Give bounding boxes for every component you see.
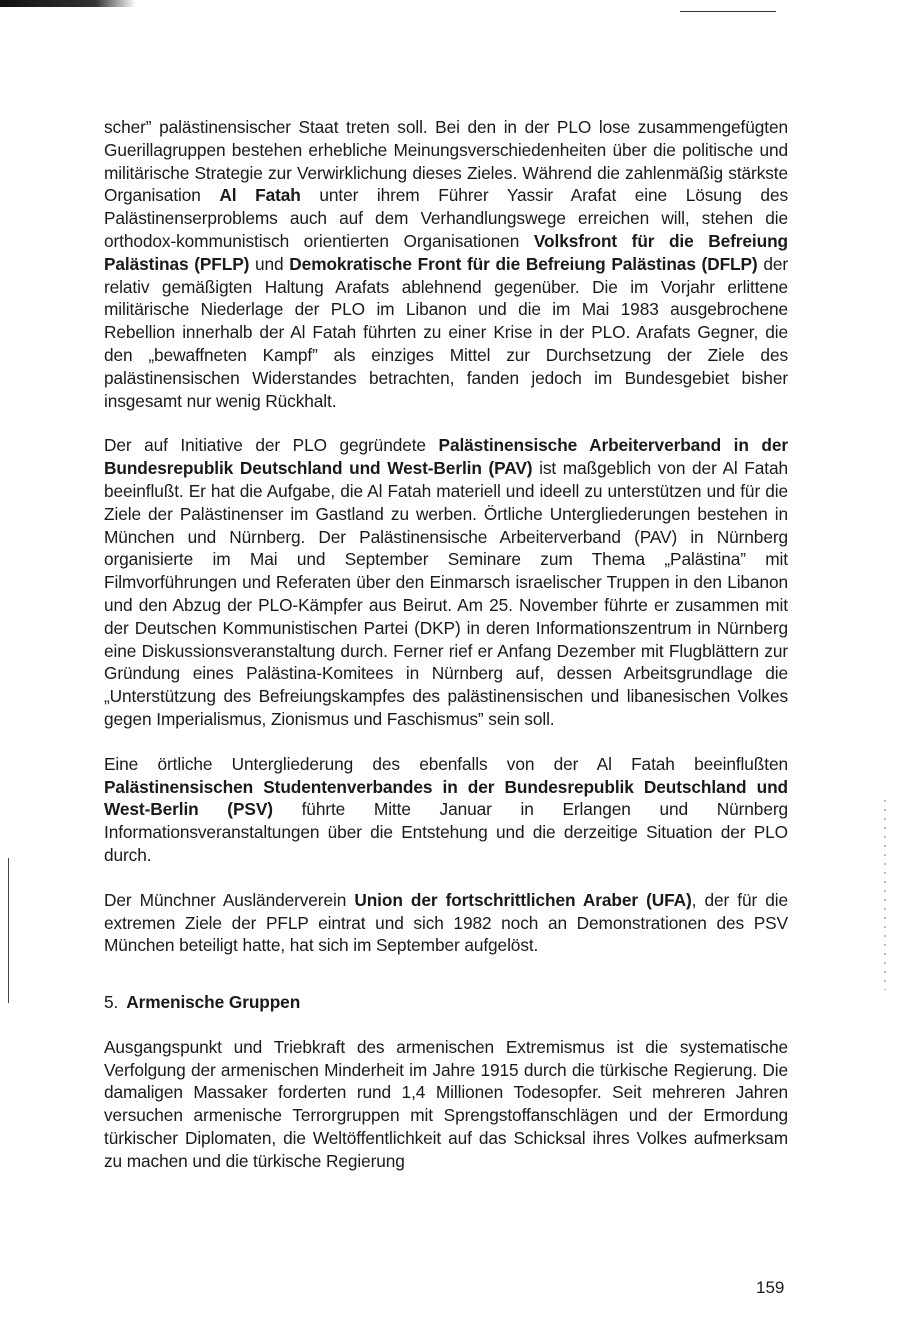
paragraph-4: Der Münchner Ausländerverein Union der fortschrittlichen Araber (UFA), der für die extremen Ziele der PFLP eintrat und sich 1982 noch an Demonstrationen des PSV München beteiligt hatte, hat sich im September aufgelöst. (104, 889, 788, 956)
section-heading (104, 991, 788, 1014)
paragraph-5: Ausgangspunkt und Triebkraft des armenischen Extremismus ist die systematische Verfolgung der armenischen Minderheit im Jahre 1915 durch die türkische Regierung. Die damaligen Massaker forderten rund 1,4 Millionen Todesopfer. Seit mehreren Jahren versuchen armenische Terrorgruppen mit Sprengstoffanschlägen und der Ermordung türkischer Diplomaten, die Weltöffentlichkeit auf das Schicksal ihres Volkes aufmerksam zu machen und die türkische Regierung (104, 1036, 788, 1171)
paragraph-1: scher” palästinensischer Staat treten soll. Bei den in der PLO lose zusammengefügten Guerillagruppen bestehen erhebliche Meinungsverschiedenheiten über die politische und militärische Strategie zur Verwirklichung dieses Zieles. Während die zahlenmäßig stärkste Organisation Al Fatah unter ihrem Führer Yassir Arafat eine Lösung des Palästinenserproblems auch auf dem Verhandlungswege erreichen will, stehen die orthodox-kommunistisch orientierten Organisationen Volksfront für die Befreiung Palästinas (PFLP) und Demokratische Front für die Befreiung Palästinas (DFLP) der relativ gemäßigten Haltung Arafats ablehnend gegenüber. Die im Vorjahr erlittene militärische Niederlage der PLO im Libanon und die im Mai 1983 ausgebrochene Rebellion innerhalb der Al Fatah führten zu einer Krise in der PLO. Arafats Gegner, die den „bewaffneten Kampf” als einziges Mittel zur Durchsetzung der Ziele des palästinensischen Widerstandes betrachten, fanden jedoch im Bundesgebiet bisher insgesamt nur wenig Rückhalt. (104, 117, 788, 411)
section-title: Armenische Gruppen (126, 992, 301, 1013)
org-al-fatah: Al Fatah (219, 185, 301, 206)
section-number: 5. (104, 992, 119, 1013)
org-pav: Palästinensische Arbeiterverband in der Bundesrepublik Deutschland und West-Berlin (PAV) (104, 435, 788, 479)
paragraph-3: Eine örtliche Untergliederung des ebenfalls von der Al Fatah beeinflußten Palästinensischen Studentenverbandes in der Bundesrepublik Deutschland und West-Berlin (PSV) führte Mitte Januar in Erlangen und Nürnberg Informationsveranstaltungen über die Entstehung und die derzeitige Situation der PLO durch. (104, 753, 788, 865)
org-dflp: Demokratische Front für die Befreiung Palästinas (DFLP) (289, 253, 758, 274)
scan-artifact-top-right (680, 11, 776, 12)
org-psv: Palästinensischen Studentenverbandes in der Bundesrepublik Deutschland und West-Berlin (PSV) (104, 776, 788, 820)
page-body (104, 116, 788, 1195)
scan-speckle (884, 800, 886, 990)
page-number: 159 (756, 1278, 785, 1297)
paragraph-2: Der auf Initiative der PLO gegründete Palästinensische Arbeiterverband in der Bundesrepublik Deutschland und West-Berlin (PAV) ist maßgeblich von der Al Fatah beeinflußt. Er hat die Aufgabe, die Al Fatah materiell und ideell zu unterstützen und für die Ziele der Palästinenser im Gastland zu werben. Örtliche Untergliederungen bestehen in München und Nürnberg. Der Palästinensische Arbeiterverband (PAV) in Nürnberg organisierte im Mai und September Seminare zum Thema „Palästina” mit Filmvorführungen und Referaten über den Einmarsch israelischer Truppen in den Libanon und den Abzug der PLO-Kämpfer aus Beirut. Am 25. November führte er zusammen mit der Deutschen Kommunistischen Partei (DKP) in deren Informationszentrum in Nürnberg eine Diskussionsveranstaltung durch. Ferner rief er Anfang Dezember mit Flugblättern zur Gründung eines Palästina-Komitees in Nürnberg auf, dessen Arbeitsgrundlage die „Unterstützung des Befreiungskampfes des palästinensischen und libanesischen Volkes gegen Imperialismus, Zionismus und Faschismus” sein soll. (104, 435, 788, 729)
org-pflp: Volksfront für die Befreiung Palästinas (PFLP) (104, 230, 788, 274)
margin-rule (8, 858, 9, 1003)
scan-artifact-top-left (0, 0, 136, 7)
org-ufa: Union der fortschrittlichen Araber (UFA) (354, 889, 692, 910)
